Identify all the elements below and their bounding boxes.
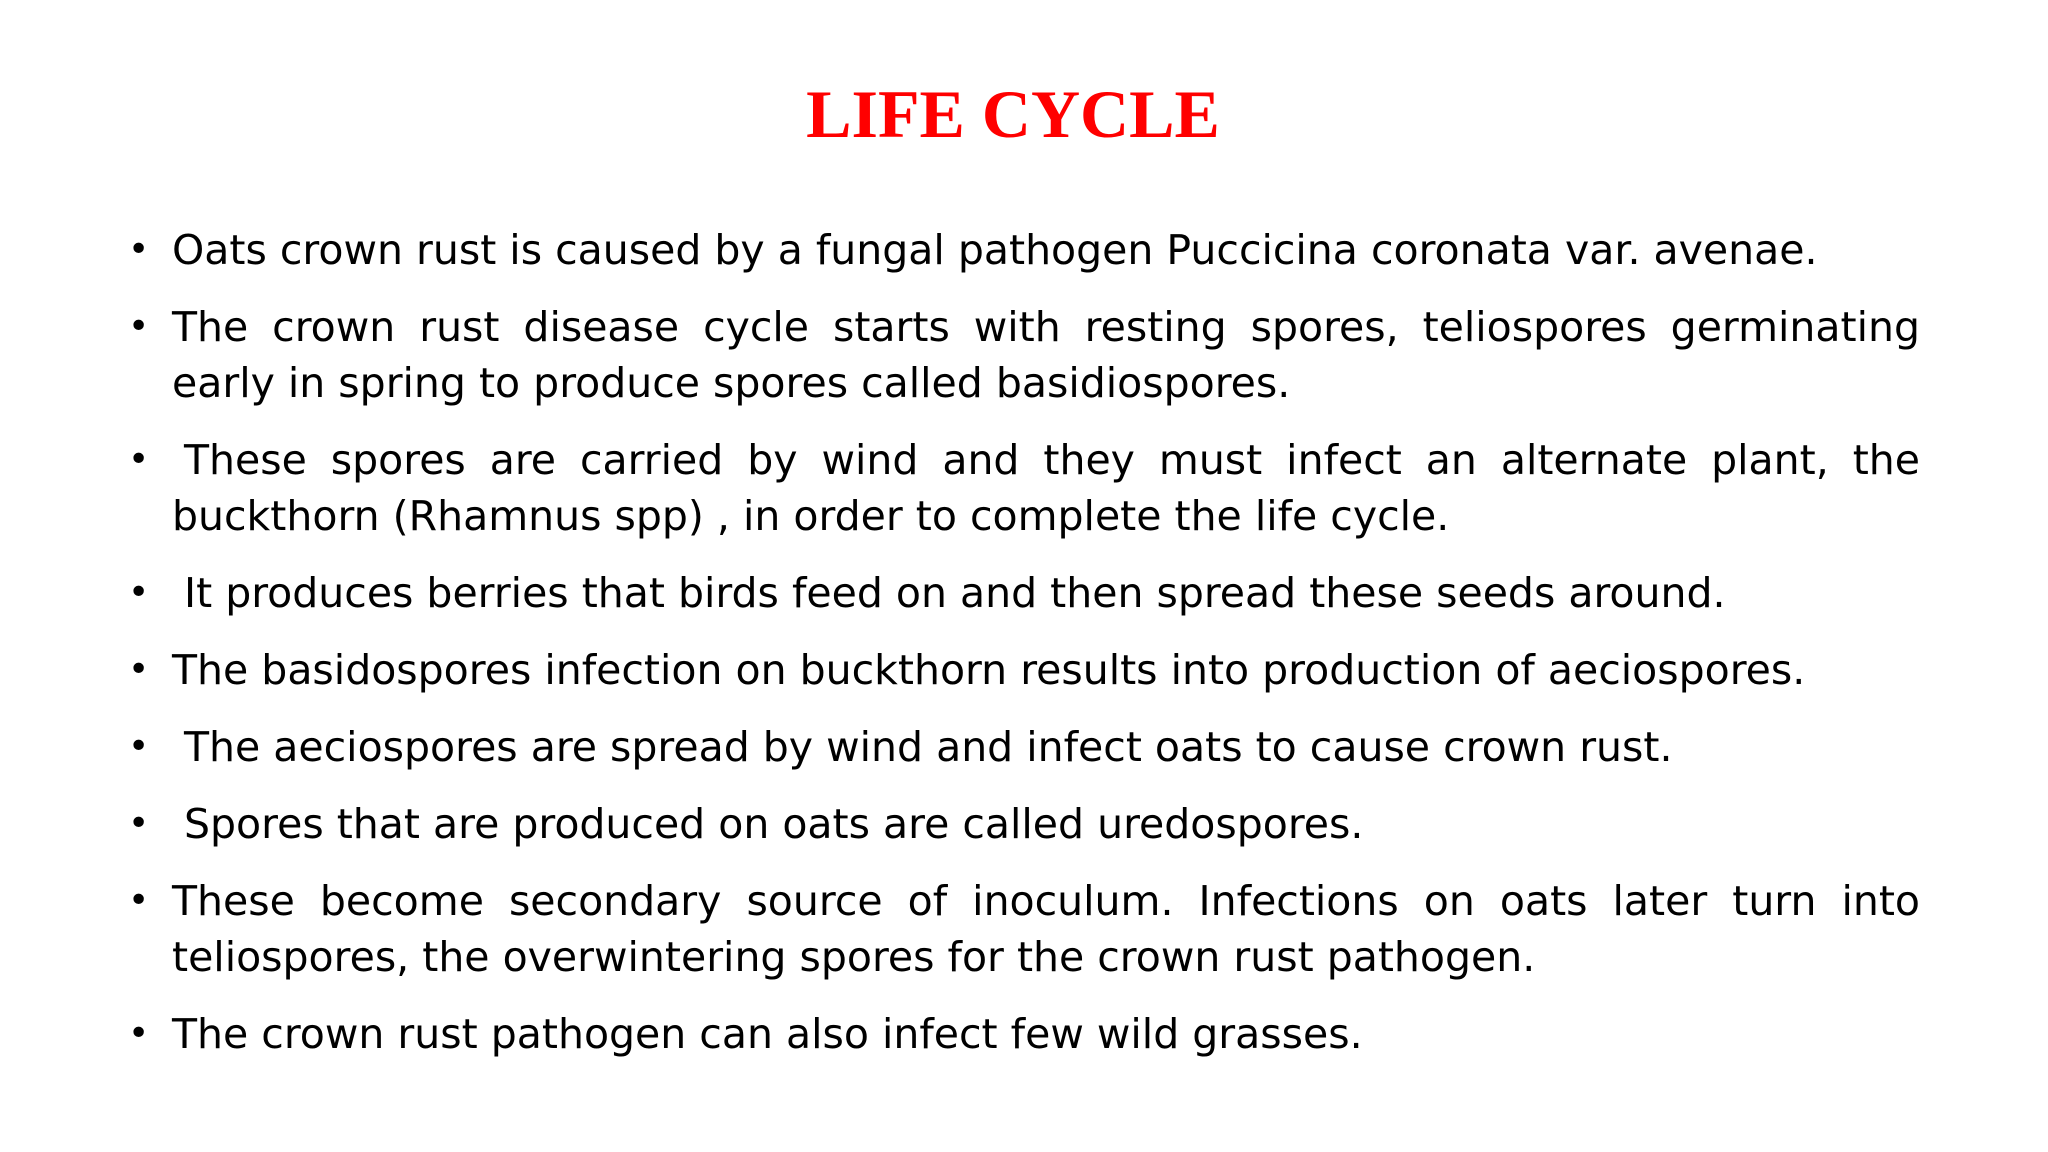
bullet-text: The basidospores infection on buckthorn results into production of aeciospores. xyxy=(172,646,1806,694)
bullet-text: These become secondary source of inoculum. Infections on oats later turn into teliospores, the overwintering spores for the crown rust pathogen. xyxy=(172,877,1920,981)
bullet-text: The crown rust pathogen can also infect few wild grasses. xyxy=(172,1010,1363,1058)
bullet-text: Oats crown rust is caused by a fungal pathogen Puccicina coronata var. avenae. xyxy=(172,226,1818,274)
bullet-item xyxy=(128,873,1920,985)
bullet-icon: • xyxy=(128,439,150,480)
bullet-text: These spores are carried by wind and they must infect an alternate plant, the buckthorn (Rhamnus spp) , in order to complete the life cycle. xyxy=(172,436,1920,540)
bullet-icon: • xyxy=(128,726,150,767)
bullet-icon: • xyxy=(128,572,150,613)
bullet-icon: • xyxy=(128,229,150,270)
bullet-item xyxy=(128,432,1920,544)
bullet-text: The aeciospores are spread by wind and infect oats to cause crown rust. xyxy=(184,723,1673,771)
bullet-list xyxy=(128,222,1920,1083)
bullet-item xyxy=(128,1006,1920,1062)
bullet-icon: • xyxy=(128,1013,150,1054)
bullet-icon: • xyxy=(128,649,150,690)
bullet-item xyxy=(128,719,1920,775)
bullet-text: It produces berries that birds feed on and then spread these seeds around. xyxy=(184,569,1726,617)
bullet-item xyxy=(128,642,1920,698)
bullet-icon: • xyxy=(128,803,150,844)
bullet-item xyxy=(128,299,1920,411)
bullet-text: The crown rust disease cycle starts with resting spores, teliospores germinating early in spring to produce spores called basidiospores. xyxy=(172,303,1920,407)
bullet-item xyxy=(128,565,1920,621)
slide-title: LIFE CYCLE xyxy=(806,76,1220,152)
bullet-text: Spores that are produced on oats are called uredospores. xyxy=(184,800,1364,848)
bullet-icon: • xyxy=(128,306,150,347)
bullet-item xyxy=(128,796,1920,852)
bullet-icon: • xyxy=(128,880,150,921)
bullet-item xyxy=(128,222,1920,278)
